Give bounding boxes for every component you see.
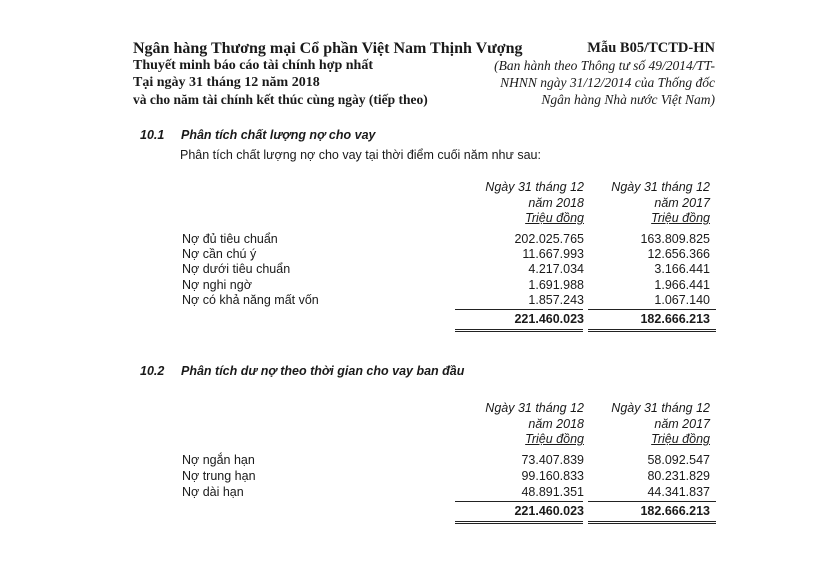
column-header-year: năm 2018 xyxy=(528,416,584,431)
column-header-year: năm 2017 xyxy=(654,416,710,431)
section-number: 10.2 xyxy=(140,364,165,378)
total-rule xyxy=(455,523,583,524)
column-header-year: năm 2017 xyxy=(654,195,710,210)
total-2018: 221.460.023 xyxy=(514,312,584,326)
form-note-line-3: Ngân hàng Nhà nước Việt Nam) xyxy=(541,92,715,107)
column-header-unit: Triệu đồng xyxy=(525,211,584,225)
column-header-date: Ngày 31 tháng 12 xyxy=(485,180,584,194)
table-row-label: Nợ nghi ngờ xyxy=(182,278,252,292)
table-row-label: Nợ dài hạn xyxy=(182,485,244,499)
bank-name: Ngân hàng Thương mại Cổ phần Việt Nam Thịnh Vượng xyxy=(133,40,523,57)
total-2017: 182.666.213 xyxy=(640,312,710,326)
table-cell-2017: 44.341.837 xyxy=(647,485,710,499)
column-header-date: Ngày 31 tháng 12 xyxy=(485,401,584,415)
column-header-unit: Triệu đồng xyxy=(525,432,584,446)
subtotal-rule xyxy=(588,309,716,310)
total-rule xyxy=(588,331,716,332)
total-rule xyxy=(588,523,716,524)
column-header-unit: Triệu đồng xyxy=(651,432,710,446)
total-rule xyxy=(455,331,583,332)
total-rule xyxy=(588,329,716,330)
table-cell-2018: 202.025.765 xyxy=(514,232,584,246)
subtotal-rule xyxy=(588,501,716,502)
table-cell-2017: 3.166.441 xyxy=(654,262,710,276)
table-cell-2018: 1.691.988 xyxy=(528,278,584,292)
report-header xyxy=(133,40,523,108)
table-cell-2018: 99.160.833 xyxy=(521,469,584,483)
table-cell-2018: 11.667.993 xyxy=(522,247,584,261)
column-header-date: Ngày 31 tháng 12 xyxy=(611,401,710,415)
table-row-label: Nợ có khả năng mất vốn xyxy=(182,293,319,307)
table-row-label: Nợ đủ tiêu chuẩn xyxy=(182,232,278,246)
table-row-label: Nợ trung hạn xyxy=(182,469,256,483)
section-title: Phân tích dư nợ theo thời gian cho vay ban đầu xyxy=(181,364,465,378)
document-title: Thuyết minh báo cáo tài chính hợp nhất xyxy=(133,58,373,73)
table-cell-2017: 1.966.441 xyxy=(654,278,710,292)
column-header-2018 xyxy=(485,401,584,448)
section-number: 10.1 xyxy=(140,128,165,142)
table-row-label: Nợ dưới tiêu chuẩn xyxy=(182,262,291,276)
table-cell-2017: 1.067.140 xyxy=(654,293,710,307)
report-period: và cho năm tài chính kết thúc cùng ngày (tiếp theo) xyxy=(133,92,428,107)
subtotal-rule xyxy=(455,309,583,310)
form-reference xyxy=(494,40,715,108)
table-cell-2018: 73.407.839 xyxy=(521,453,584,467)
subtotal-rule xyxy=(455,501,583,502)
form-note-line-1: (Ban hành theo Thông tư số 49/2014/TT- xyxy=(494,58,715,73)
table-cell-2018: 1.857.243 xyxy=(528,293,584,307)
column-header-2018 xyxy=(485,180,584,227)
section-intro: Phân tích chất lượng nợ cho vay tại thời điểm cuối năm như sau: xyxy=(180,148,541,162)
total-rule xyxy=(588,521,716,522)
report-date: Tại ngày 31 tháng 12 năm 2018 xyxy=(133,75,320,90)
table-row-label: Nợ cần chú ý xyxy=(182,247,257,261)
table-cell-2017: 163.809.825 xyxy=(640,232,710,246)
column-header-2017 xyxy=(611,180,710,227)
form-code: Mẫu B05/TCTD-HN xyxy=(587,40,715,56)
table-cell-2018: 48.891.351 xyxy=(521,485,584,499)
table-cell-2017: 80.231.829 xyxy=(647,469,710,483)
table-cell-2018: 4.217.034 xyxy=(528,262,584,276)
total-2017: 182.666.213 xyxy=(640,504,710,518)
total-rule xyxy=(455,521,583,522)
table-row-label: Nợ ngắn hạn xyxy=(182,453,255,467)
form-note-line-2: NHNN ngày 31/12/2014 của Thống đốc xyxy=(500,75,715,90)
table-cell-2017: 12.656.366 xyxy=(647,247,710,261)
column-header-date: Ngày 31 tháng 12 xyxy=(611,180,710,194)
column-header-year: năm 2018 xyxy=(528,195,584,210)
column-header-unit: Triệu đồng xyxy=(651,211,710,225)
column-header-2017 xyxy=(611,401,710,448)
table-cell-2017: 58.092.547 xyxy=(647,453,710,467)
total-rule xyxy=(455,329,583,330)
total-2018: 221.460.023 xyxy=(514,504,584,518)
section-title: Phân tích chất lượng nợ cho vay xyxy=(181,128,376,142)
